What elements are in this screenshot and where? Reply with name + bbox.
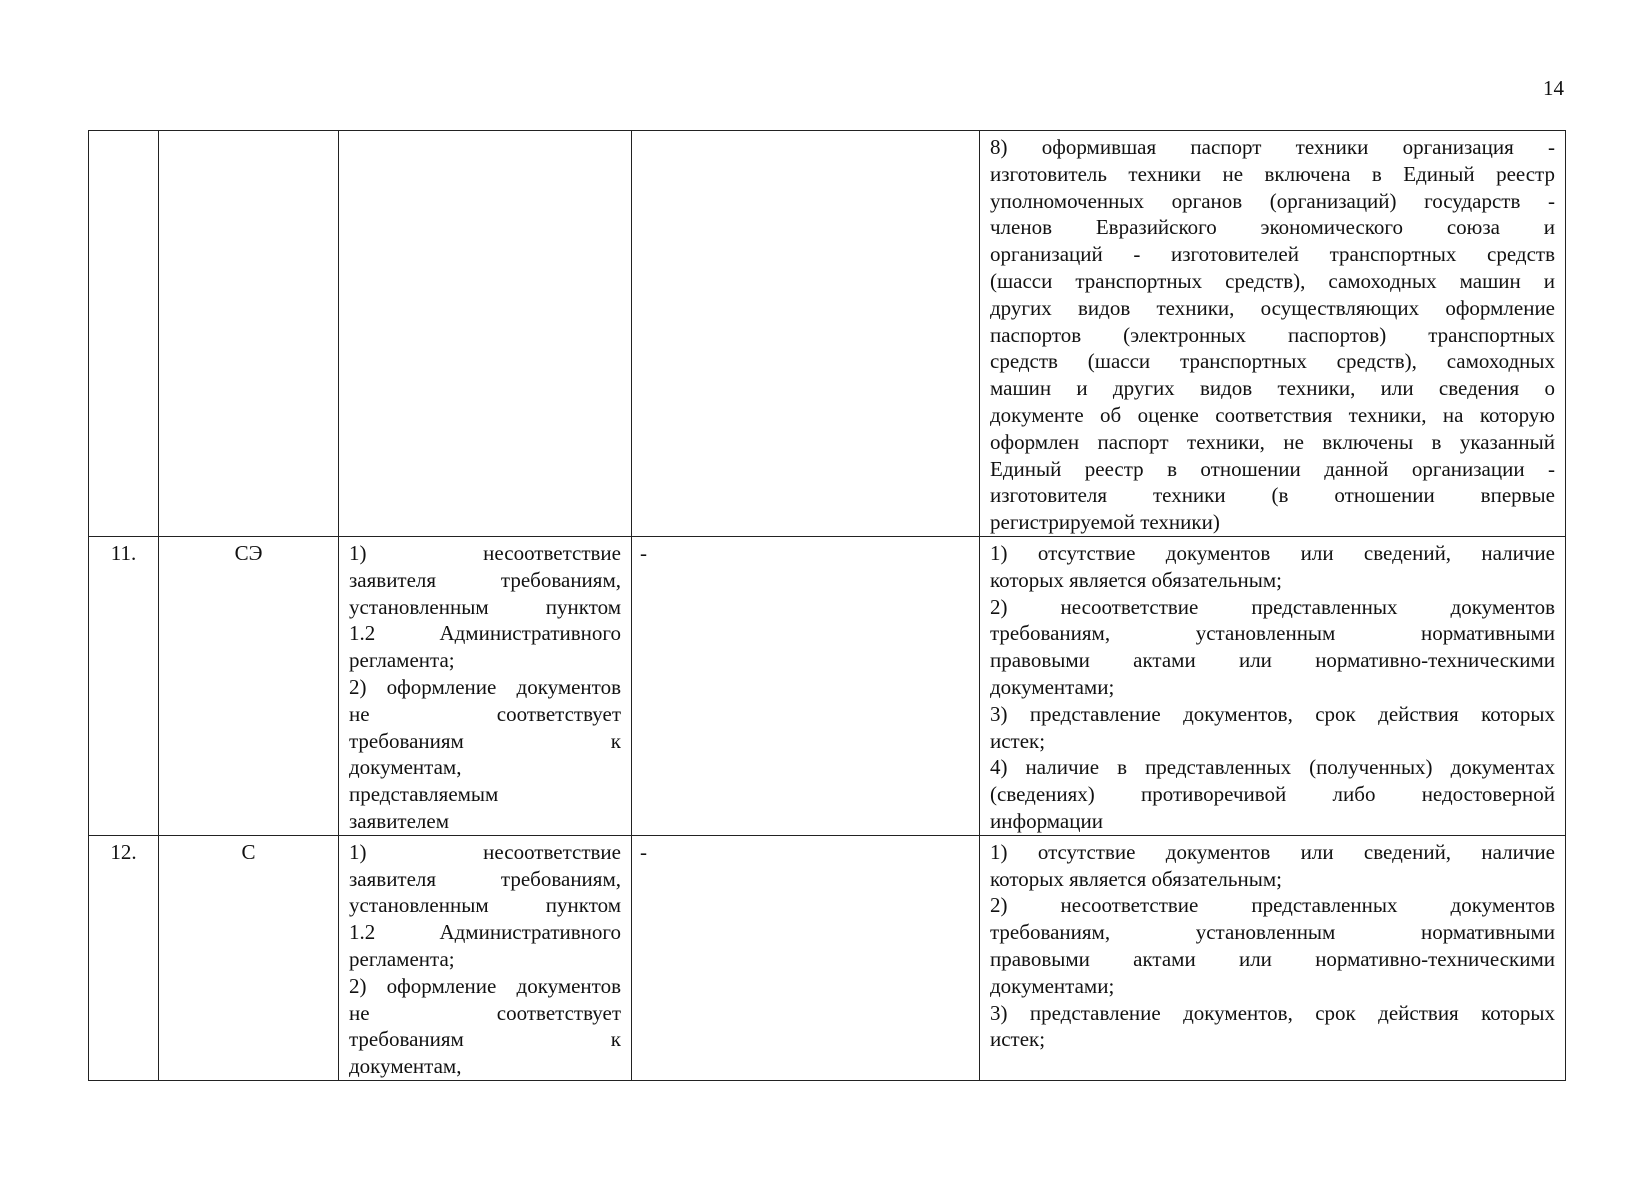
grounds-line: документам,	[349, 755, 462, 780]
refusal-line: требованиям, установленным нормативными	[990, 920, 1555, 945]
refusal-grounds-cell	[980, 835, 1566, 1080]
refusal-line: членов Евразийского экономического союза и	[990, 215, 1555, 240]
refusal-line: 4) наличие в представленных (полученных) документах	[990, 755, 1555, 780]
grounds-line: требованиям к	[349, 1027, 621, 1052]
refusal-line: изготовителя техники (в отношении впервые	[990, 483, 1555, 508]
refusal-line: документами;	[990, 973, 1115, 998]
grounds-line: установленным пунктом	[349, 594, 621, 619]
refusal-line: 3) представление документов, срок действия которых	[990, 701, 1555, 726]
grounds-cell	[339, 835, 632, 1080]
refusal-line: 1) отсутствие документов или сведений, наличие	[990, 839, 1555, 864]
grounds-line: регламента;	[349, 946, 455, 971]
refusal-line: паспортов (электронных паспортов) транспортных	[990, 322, 1555, 347]
grounds-line: не соответствует	[349, 701, 621, 726]
refusal-line: изготовитель техники не включена в Единый реестр	[990, 161, 1555, 186]
dash-cell: -	[632, 835, 980, 1080]
grounds-line: представляемым	[349, 782, 499, 807]
grounds-line: документам,	[349, 1054, 462, 1079]
grounds-line: заявителя требованиям,	[349, 866, 621, 891]
grounds-line: не соответствует	[349, 1000, 621, 1025]
table-row	[89, 835, 1566, 1080]
grounds-line: 1) несоответствие	[349, 839, 621, 864]
refusal-line: уполномоченных органов (организаций) государств -	[990, 188, 1555, 213]
grounds-line: заявителя требованиям,	[349, 567, 621, 592]
refusal-line: 1) отсутствие документов или сведений, наличие	[990, 540, 1555, 565]
refusal-line: 2) несоответствие представленных документов	[990, 893, 1555, 918]
row-number-cell: 12.	[89, 835, 159, 1080]
refusal-line: машин и других видов техники, или сведения о	[990, 376, 1555, 401]
refusal-line: организаций - изготовителей транспортных средств	[990, 242, 1555, 267]
refusal-line: оформлен паспорт техники, не включены в указанный	[990, 429, 1555, 454]
code-cell	[159, 131, 339, 537]
grounds-line: 2) оформление документов	[349, 973, 621, 998]
grounds-line: 1) несоответствие	[349, 540, 621, 565]
refusal-line: документе об оценке соответствия техники, на которую	[990, 402, 1555, 427]
refusal-line: регистрируемой техники)	[990, 510, 1220, 535]
table-row	[89, 536, 1566, 835]
code-cell: С	[159, 835, 339, 1080]
grounds-line: 1.2 Административного	[349, 920, 621, 945]
code-cell: СЭ	[159, 536, 339, 835]
row-number-cell	[89, 131, 159, 537]
refusal-line: которых является обязательным;	[990, 866, 1282, 891]
refusal-grounds-cell	[980, 131, 1566, 537]
grounds-cell	[339, 131, 632, 537]
refusal-line: правовыми актами или нормативно-техническими	[990, 648, 1555, 673]
dash-cell	[632, 131, 980, 537]
refusal-line: других видов техники, осуществляющих оформление	[990, 295, 1555, 320]
grounds-line: установленным пунктом	[349, 893, 621, 918]
refusal-line: 3) представление документов, срок действия которых	[990, 1000, 1555, 1025]
dash-cell: -	[632, 536, 980, 835]
refusal-line: документами;	[990, 674, 1115, 699]
grounds-line: регламента;	[349, 648, 455, 673]
refusal-line: требованиям, установленным нормативными	[990, 621, 1555, 646]
grounds-line: 1.2 Административного	[349, 621, 621, 646]
refusal-line: 8) оформившая паспорт техники организация -	[990, 135, 1555, 159]
refusal-line: Единый реестр в отношении данной организации -	[990, 456, 1555, 481]
refusal-line: правовыми актами или нормативно-техническими	[990, 946, 1555, 971]
refusal-line: 2) несоответствие представленных документов	[990, 594, 1555, 619]
refusal-grounds-table	[88, 130, 1566, 1081]
refusal-grounds-cell	[980, 536, 1566, 835]
refusal-line: истек;	[990, 728, 1046, 753]
grounds-line: 2) оформление документов	[349, 674, 621, 699]
refusal-line: информации	[990, 808, 1103, 833]
grounds-line: требованиям к	[349, 728, 621, 753]
page-number: 14	[1543, 76, 1564, 100]
table-row	[89, 131, 1566, 537]
refusal-line: средств (шасси транспортных средств), самоходных	[990, 349, 1555, 374]
grounds-cell	[339, 536, 632, 835]
refusal-line: которых является обязательным;	[990, 567, 1282, 592]
row-number-cell: 11.	[89, 536, 159, 835]
refusal-line: истек;	[990, 1027, 1046, 1052]
refusal-line: (сведениях) противоречивой либо недостоверной	[990, 782, 1555, 807]
refusal-line: (шасси транспортных средств), самоходных машин и	[990, 268, 1555, 293]
grounds-line: заявителем	[349, 808, 450, 833]
